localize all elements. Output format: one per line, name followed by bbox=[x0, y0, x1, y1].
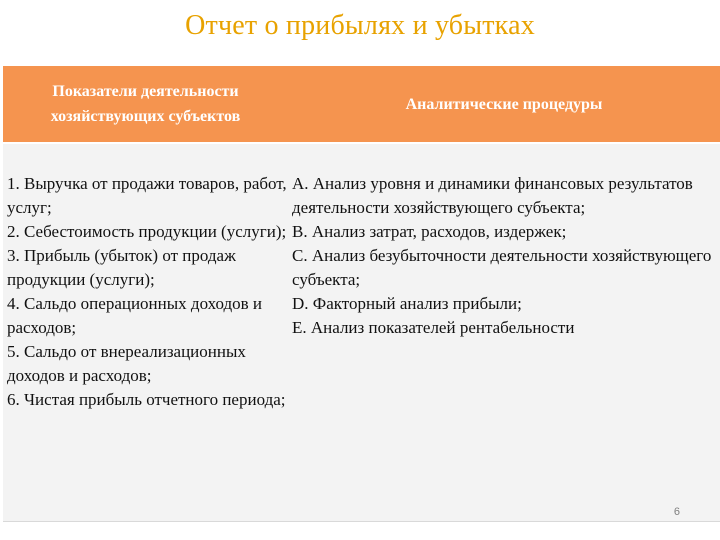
indicator-item: 6. Чистая прибыль отчетного периода; bbox=[7, 390, 286, 409]
indicator-item: 4. Сальдо операционных доходов и расходов; bbox=[7, 294, 263, 337]
header-procedures: Аналитические процедуры bbox=[405, 95, 603, 113]
indicator-item: 5. Сальдо от внереализационных доходов и расходов; bbox=[7, 342, 246, 385]
table-header-row bbox=[3, 66, 720, 144]
procedure-item: D. Факторный анализ прибыли; bbox=[292, 294, 522, 313]
procedure-item: E. Анализ показателей рентабельности bbox=[292, 318, 575, 337]
indicators-column bbox=[7, 172, 287, 412]
slide-title: Отчет о прибылях и убытках bbox=[185, 10, 535, 41]
procedures-column bbox=[292, 172, 712, 340]
procedure-item: B. Анализ затрат, расходов, издержек; bbox=[292, 222, 567, 241]
page-number: 6 bbox=[673, 506, 680, 518]
table-body-row bbox=[3, 144, 720, 522]
indicator-item: 3. Прибыль (убыток) от продаж продукции (услуги); bbox=[7, 246, 236, 289]
procedure-item: A. Анализ уровня и динамики финансовых результатов деятельности хозяйствующего субъекта; bbox=[292, 174, 693, 217]
procedure-item: C. Анализ безубыточности деятельности хозяйствующего субъекта; bbox=[292, 246, 712, 289]
analysis-table bbox=[3, 66, 720, 522]
header-indicators: Показатели деятельности хозяйствующих субъектов bbox=[50, 83, 241, 125]
indicator-item: 1. Выручка от продажи товаров, работ, услуг; bbox=[7, 174, 287, 217]
indicator-item: 2. Себестоимость продукции (услуги); bbox=[7, 222, 287, 241]
